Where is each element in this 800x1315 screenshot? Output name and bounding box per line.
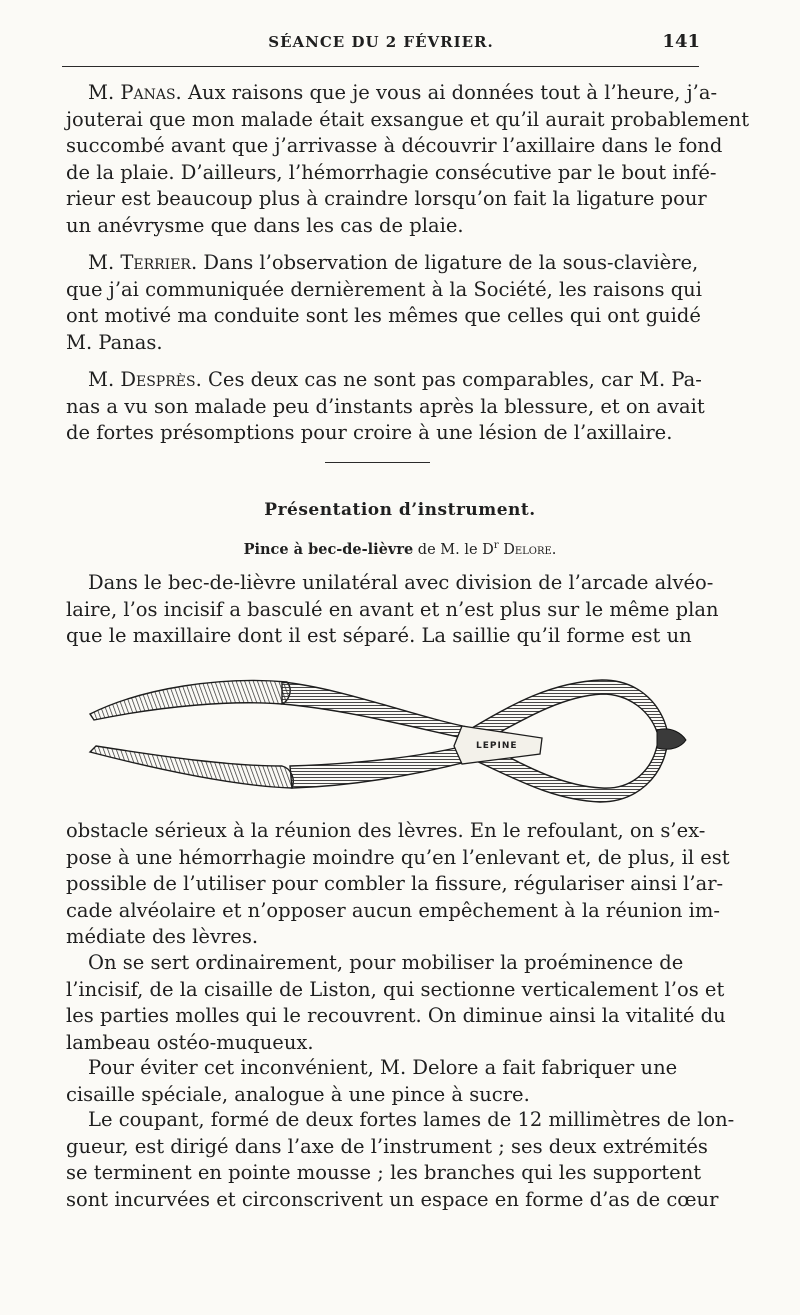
subtitle-instrument: Pince à bec-de-lièvre [243, 540, 414, 558]
paragraph-line: que j’ai communiquée dernièrement à la Société, les raisons qui [66, 277, 702, 301]
paragraph-line: succombé avant que j’arrivasse à découvrir l’axillaire dans le fond [66, 134, 723, 157]
paragraph-line: possible de l’utiliser pour combler la fissure, régulariser ainsi l’ar- [66, 872, 724, 895]
paragraph-line: cade alvéolaire et n’opposer aucun empêchement à la réunion im- [66, 898, 720, 922]
paragraph-line: Pour éviter cet inconvénient, M. Delore a fait fabriquer une [88, 1056, 678, 1079]
paragraph-despres [66, 367, 705, 447]
paragraph-line: pose à une hémorrhagie moindre qu’en l’enlevant et, de plus, il est [66, 845, 730, 869]
paragraph-terrier [66, 250, 700, 356]
section-title: Présentation d’instrument. [264, 500, 536, 520]
paragraph-body-2 [66, 950, 726, 1056]
paragraph-line: M. Terrier. Dans l’observation de ligature de la sous-clavière, [88, 251, 699, 274]
paragraph-line: gueur, est dirigé dans l’axe de l’instrument ; ses deux extrémités [66, 1134, 708, 1158]
paragraph-line: l’incisif, de la cisaille de Liston, qui sectionne verticalement l’os et [66, 977, 725, 1001]
paragraph-line: nas a vu son malade peu d’instants après la blessure, et on avait [66, 394, 705, 418]
paragraph-line: les parties molles qui le recouvrent. On diminue ainsi la vitalité du [66, 1004, 726, 1027]
paragraph-line: rieur est beaucoup plus à craindre lorsqu’on fait la ligature pour [66, 187, 707, 210]
section-subtitle: Pince à bec-de-lièvre de M. le $D^r$ Delore. [243, 540, 557, 558]
paragraph-panas [66, 80, 750, 239]
paragraph-line: que le maxillaire dont il est séparé. La saillie qu’il forme est un [66, 624, 692, 647]
paragraph-line: On se sert ordinairement, pour mobiliser la proéminence de [88, 951, 684, 974]
speaker-name: M. Desprès. [88, 368, 202, 391]
section-divider [325, 462, 430, 463]
paragraph-body-4 [66, 1107, 735, 1213]
paragraph-line: médiate des lèvres. [66, 925, 259, 948]
paragraph-line: M. Panas. Aux raisons que je vous ai données tout à l’heure, j’a- [88, 81, 718, 104]
speaker-name: M. Panas. [88, 81, 182, 104]
maker-stamp: LEPINE [476, 741, 518, 751]
forceps-icon [82, 668, 692, 808]
paragraph-line: se terminent en pointe mousse ; les branches qui les supportent [66, 1161, 702, 1184]
paragraph-body-1 [66, 570, 719, 650]
paragraph-line: sont incurvées et circonscrivent un espace en forme d’as de cœur [66, 1187, 719, 1211]
paragraph-body-3 [66, 1055, 700, 1108]
paragraph-line: de fortes présomptions pour croire à une lésion de l’axillaire. [66, 421, 673, 444]
paragraph-line: cisaille spéciale, analogue à une pince à sucre. [66, 1082, 530, 1106]
paragraph-line: Le coupant, formé de deux fortes lames de 12 millimètres de lon- [88, 1108, 735, 1131]
paragraph-line: M. Panas. [66, 330, 163, 354]
paragraph-line: lambeau ostéo-muqueux. [66, 1030, 314, 1054]
paragraph-line: laire, l’os incisif a basculé en avant et n’est plus sur le même plan [66, 597, 719, 621]
page-number: 141 [662, 31, 700, 52]
subtitle-author: Delore. [498, 541, 557, 558]
speaker-name: M. Terrier. [88, 251, 198, 274]
paragraph-line: jouterai que mon malade était exsangue et qu’il aurait probablement [66, 107, 750, 131]
paragraph-line: M. Desprès. Ces deux cas ne sont pas comparables, car M. Pa- [88, 368, 702, 391]
running-head [62, 30, 700, 60]
paragraph-line: obstacle sérieux à la réunion des lèvres. En le refoulant, on s’ex- [66, 819, 706, 842]
paragraph-line: ont motivé ma conduite sont les mêmes que celles qui ont guidé [66, 304, 701, 327]
header-rule [62, 66, 699, 67]
paragraph-line: Dans le bec-de-lièvre unilatéral avec division de l’arcade alvéo- [88, 571, 714, 594]
paragraph-body-1-continued [66, 818, 730, 951]
paragraph-line: un anévrysme que dans les cas de plaie. [66, 213, 464, 237]
paragraph-line: de la plaie. D’ailleurs, l’hémorrhagie consécutive par le bout infé- [66, 160, 717, 184]
running-title: SÉANCE DU 2 FÉVRIER. [268, 33, 494, 51]
forceps-figure [82, 668, 692, 808]
